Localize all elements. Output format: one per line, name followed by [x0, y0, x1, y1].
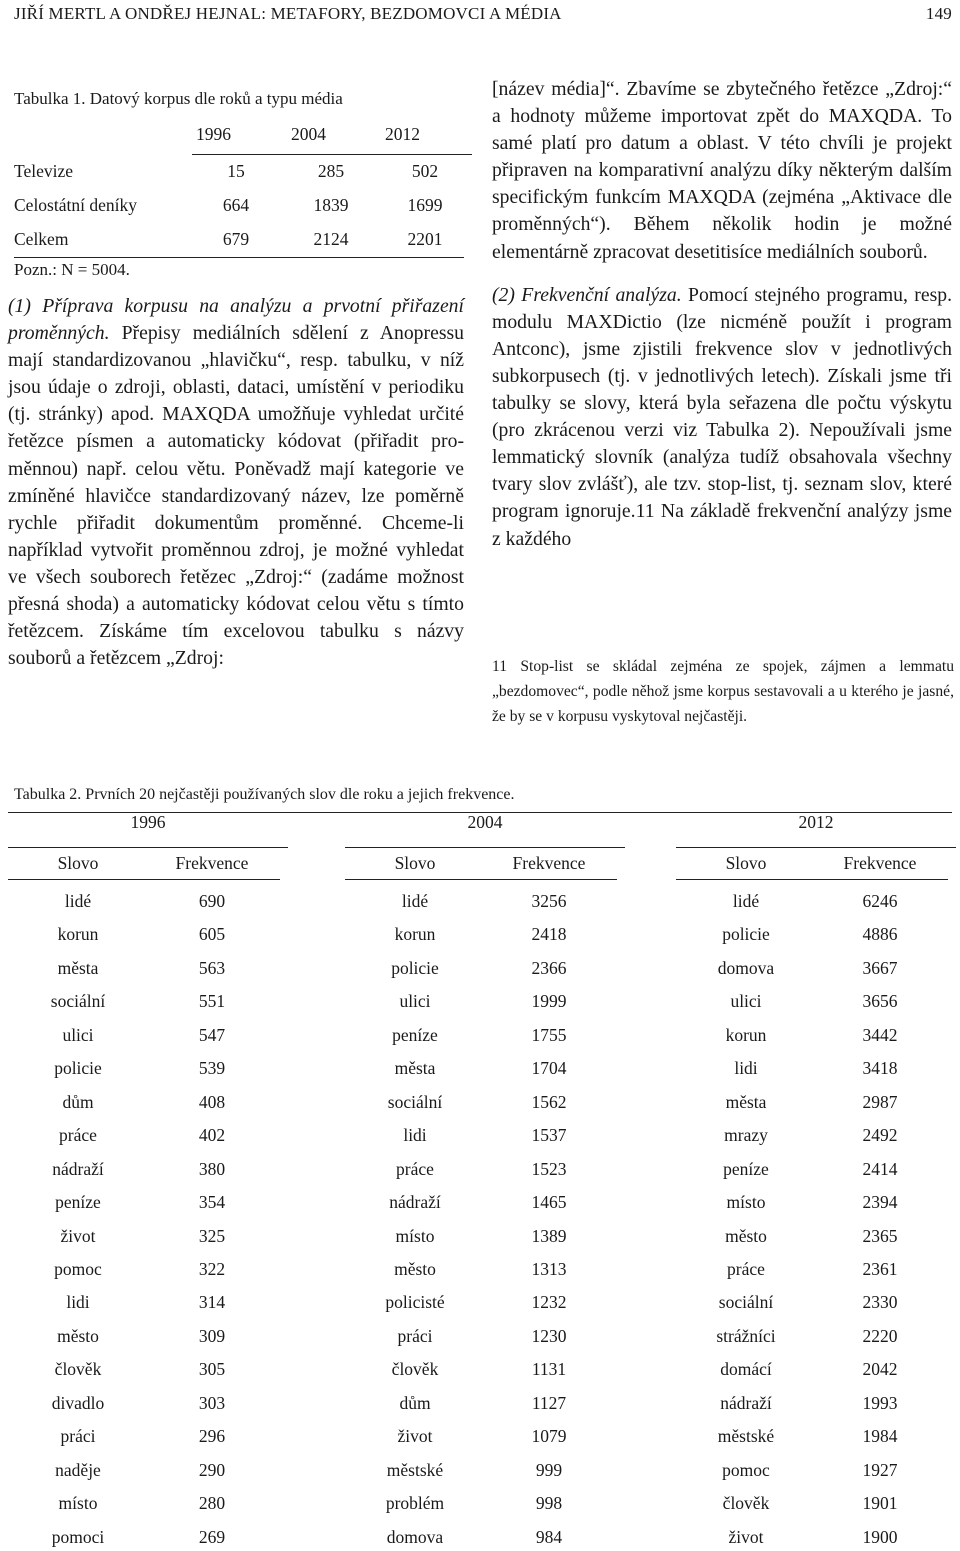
table1-cell: 502: [411, 161, 439, 181]
table2-frequency: 605: [198, 924, 226, 945]
table1-header: [192, 122, 472, 155]
table2-word: město: [394, 1258, 436, 1279]
table2-frequency: 2220: [862, 1325, 898, 1346]
table2-word: práci: [60, 1426, 96, 1447]
running-head-title: JIŘÍ MERTL A ONDŘEJ HEJNAL: METAFORY, BEZDOMOVCI A MÉDIA: [14, 4, 562, 23]
table2-word: místo: [726, 1192, 766, 1213]
table2-word: domova: [717, 957, 775, 978]
table2-word: dům: [62, 1091, 94, 1112]
paragraph-heading: (1) Příprava korpusu na analýzu a prvotní přiřazení proměnných.: [8, 295, 464, 345]
table2-frequency: 2394: [862, 1192, 898, 1213]
table2-word: život: [60, 1225, 96, 1246]
table2-frequency: 380: [198, 1158, 226, 1179]
table1-cell: 2124: [313, 229, 349, 249]
table2-word: policie: [391, 957, 439, 978]
table2-word: městské: [386, 1459, 444, 1480]
table2-year: 2012: [798, 812, 834, 832]
table2-year: 2004: [467, 812, 503, 832]
table2-frequency: 1562: [531, 1091, 567, 1112]
table2-word: městské: [717, 1426, 775, 1447]
table2-word: ulici: [730, 991, 762, 1012]
table1-row-label: Celostátní deníky: [14, 195, 137, 215]
table2-frequency: 1389: [531, 1225, 567, 1246]
table2-word: mrazy: [724, 1125, 768, 1146]
table2-frequency: 1901: [862, 1493, 898, 1514]
table2-col-word: Slovo: [57, 853, 99, 873]
table2-word: nádraží: [389, 1192, 441, 1213]
table2-word: lidé: [732, 891, 760, 911]
table2-frequency: 690: [198, 891, 226, 911]
table2-frequency: 2366: [531, 957, 567, 978]
table2-frequency: 2418: [531, 924, 567, 945]
footnote: [492, 655, 954, 729]
table1-row: [14, 223, 464, 258]
table2-frequency: 547: [198, 1024, 226, 1045]
table2-word: naděje: [55, 1459, 101, 1480]
table2-col-word: Slovo: [725, 853, 767, 873]
table2-word: život: [397, 1426, 433, 1447]
table2-word: člověk: [391, 1359, 439, 1380]
table2-frequency: 984: [535, 1526, 563, 1547]
table2-frequency: 325: [198, 1225, 226, 1246]
table2-frequency: 309: [198, 1325, 226, 1346]
table2-word: lidé: [64, 891, 92, 911]
table2-caption: Tabulka 2. Prvních 20 nejčastěji používaných slov dle roku a jejich frekvence.: [14, 786, 515, 803]
table2-word: nádraží: [720, 1392, 772, 1413]
page-number: 149: [925, 4, 952, 23]
paragraph-text: Pomocí stejného programu, resp. modulu MAXDictio (lze nicméně použít i program Antconc), jsme zjistili frekvence slov v jednotlivých subkorpusech (tj. v jednotlivých letech). Získali jsme tři tabulky se slovy, která byla seřazena dle počtu výskytu (pro zkrácenou verzi viz Tabulka 2). Nepoužívali jsme lemmatický slovník (analýza tudíž obsahovala všechny tvary slov zvlášť), ale tzv. stop-list, tj. seznam slov, které program ignoruje.11 Na základě frekvenční analýzy jsme z každého: [492, 283, 952, 550]
table1-cell: 679: [222, 229, 250, 249]
table2-word: dům: [399, 1392, 431, 1413]
table2-frequency: 1131: [531, 1359, 567, 1380]
paragraph-text: Přepisy mediálních sdělení z Anopressu mají standardizovanou „hlavičku“, resp. tabulku, v níž jsou údaje o zdroji, oblasti, dataci, umístění v periodiku (tj. stránky) apod. MAXQDA umožňuje vyhledat určité řetězce písmen a automaticky kódovat (přiřadit proměnnou) např. celou větu. Poněvadž mají kategorie ve zmíněné hlavičce standardizovaný název, lze poměrně rychle přiřadit dokumentům proměnné. Chceme-li například vytvořit proměnnou zdroj, je možné vyhledat ve všech souborech řetězec „Zdroj:“ (zadáme možnost přesná shoda) a automaticky kódovat celou větu s tímto řetězcem. Získáme tím excelovou tabulku s názvy souborů a řetězcem „Zdroj:: [8, 322, 464, 670]
table2-col-frequency: Frekvence: [175, 853, 249, 873]
table1-cell: 1839: [313, 195, 349, 215]
table2-word: města: [725, 1091, 767, 1112]
table2-word: sociální: [387, 1091, 443, 1112]
table2-frequency: 402: [198, 1125, 226, 1146]
table2-word: pomoc: [722, 1459, 770, 1480]
table2-frequency: 551: [198, 991, 226, 1012]
table2-word: divadlo: [51, 1392, 105, 1413]
table2-word: sociální: [718, 1292, 774, 1313]
table2-frequency: 4886: [862, 924, 898, 945]
table2-word: lidi: [66, 1292, 90, 1313]
table2-frequency: 1127: [531, 1392, 567, 1413]
right-text-column: [492, 76, 952, 553]
table2-col-frequency: Frekvence: [843, 853, 917, 873]
table2-col-word: Slovo: [394, 853, 436, 873]
table2-frequency: 305: [198, 1359, 226, 1380]
table1-row-label: Celkem: [14, 229, 69, 249]
table2-word: ulici: [62, 1024, 94, 1045]
table2-header-rule: [8, 879, 280, 880]
table2-word: práci: [397, 1325, 433, 1346]
table2-frequency: 280: [198, 1493, 226, 1514]
table2-frequency: 1523: [531, 1158, 567, 1179]
table2-frequency: 563: [198, 957, 226, 978]
table1-note: Pozn.: N = 5004.: [14, 260, 130, 279]
table2-frequency: 1079: [531, 1426, 567, 1447]
table2-frequency: 3442: [862, 1024, 898, 1045]
table2-frequency: 1313: [531, 1258, 567, 1279]
table1-year: 2004: [291, 124, 326, 144]
table2-word: domácí: [720, 1359, 772, 1380]
table2-frequency: 6246: [862, 891, 898, 911]
table2-frequency: 1984: [862, 1426, 898, 1447]
paragraph: [název média]“. Zbavíme se zbytečného řetězce „Zdroj:“ a hodnoty můžeme importovat zpět do MAXQDA. To samé platí pro datum a oblast. V této chvíli je projekt připraven na komparativní analýzu díky některým dalším specifickým funkcím MAXQDA (zejména „Aktivace dle proměnných“). Během několik hodin je možné elementárně zpracovat desetitisíce mediálních souborů.: [492, 78, 952, 263]
table2-word: život: [728, 1526, 764, 1547]
table2-frequency: 1927: [862, 1459, 898, 1480]
table2-word: korun: [725, 1024, 767, 1045]
table2-header-rule: [676, 879, 948, 880]
table2-frequency: 2492: [862, 1125, 898, 1146]
table2-word: korun: [57, 924, 99, 945]
table2-frequency: 314: [198, 1292, 226, 1313]
table2-word: místo: [58, 1493, 98, 1514]
table2-word: policie: [54, 1058, 102, 1079]
table2-word: pomoci: [51, 1526, 105, 1547]
table2-word: nádraží: [52, 1158, 104, 1179]
table2-header-rule: [345, 879, 617, 880]
table2-frequency: 296: [198, 1426, 226, 1447]
table2-frequency: 2414: [862, 1158, 898, 1179]
table2-word: sociální: [50, 991, 106, 1012]
table2-year: 1996: [130, 812, 166, 832]
table1-row-label: Televize: [14, 161, 74, 181]
table2-frequency: 1999: [531, 991, 567, 1012]
table1-year: 1996: [196, 124, 231, 144]
table2-frequency: 2987: [862, 1091, 898, 1112]
table2-frequency: 999: [535, 1459, 563, 1480]
table2-word: domova: [386, 1526, 444, 1547]
table2-frequency: 269: [198, 1526, 226, 1547]
table2-frequency: 1465: [531, 1192, 567, 1213]
table2-frequency: 303: [198, 1392, 226, 1413]
table2-word: peníze: [392, 1024, 438, 1045]
table2-word: města: [394, 1058, 436, 1079]
table2-frequency: 1755: [531, 1024, 567, 1045]
table2-frequency: 1232: [531, 1292, 567, 1313]
table2-frequency: 539: [198, 1058, 226, 1079]
table2-frequency: 2042: [862, 1359, 898, 1380]
table2-word: člověk: [54, 1359, 102, 1380]
footnote-text: 11 Stop-list se skládal zejména ze spojek, zájmen a lemmatu „bezdomovec“, podle něhož jsme korpus sestavovali a u kterého je jasné, že by se v korpusu vyskytoval nejčastěji.: [492, 658, 954, 725]
table1-cell: 664: [222, 195, 250, 215]
paragraph: [492, 282, 952, 553]
table2-word: místo: [395, 1225, 435, 1246]
table2-frequency: 3656: [862, 991, 898, 1012]
table2-frequency: 998: [535, 1493, 563, 1514]
table1-cell: 15: [227, 161, 245, 181]
table1-row: [14, 189, 464, 223]
table2-word: práce: [59, 1125, 97, 1146]
table2-word: policie: [722, 924, 770, 945]
table2-frequency: 1900: [862, 1526, 898, 1547]
table2-word: lidé: [401, 891, 429, 911]
table2-word: policisté: [385, 1292, 445, 1313]
left-text-column: [8, 293, 464, 672]
table1: [14, 122, 464, 258]
table2-word: práce: [727, 1258, 765, 1279]
paragraph: [8, 293, 464, 672]
table2-word: město: [725, 1225, 767, 1246]
table1-cell: 285: [317, 161, 345, 181]
table2-word: města: [57, 957, 99, 978]
table2-word: člověk: [722, 1493, 770, 1514]
table1-cell: 1699: [407, 195, 443, 215]
table2-frequency: 3667: [862, 957, 898, 978]
table2-year-rule: [8, 847, 288, 848]
table2-frequency: 3418: [862, 1058, 898, 1079]
table2-word: práce: [396, 1158, 434, 1179]
table1-cell: 2201: [407, 229, 443, 249]
running-head: [14, 2, 954, 28]
table2-frequency: 322: [198, 1258, 226, 1279]
table2-word: peníze: [723, 1158, 769, 1179]
paragraph-heading: (2) Frekvenční analýza.: [492, 283, 682, 306]
table2-word: ulici: [399, 991, 431, 1012]
table2-frequency: 1993: [862, 1392, 898, 1413]
table2-frequency: 408: [198, 1091, 226, 1112]
table2-word: peníze: [55, 1192, 101, 1213]
table2-word: lidi: [734, 1058, 758, 1079]
table1-caption: Tabulka 1. Datový korpus dle roků a typu média: [14, 89, 343, 108]
table2-frequency: 1704: [531, 1058, 567, 1079]
table2-word: korun: [394, 924, 436, 945]
table2-col-frequency: Frekvence: [512, 853, 586, 873]
table1-row: [14, 155, 464, 189]
table2-frequency: 1537: [531, 1125, 567, 1146]
table2-word: strážníci: [716, 1325, 776, 1346]
table2-year-rule: [345, 847, 625, 848]
table2-word: město: [57, 1325, 99, 1346]
table2-word: problém: [385, 1493, 445, 1514]
table2-word: lidi: [403, 1125, 427, 1146]
table2-year-rule: [676, 847, 956, 848]
table2-frequency: 290: [198, 1459, 226, 1480]
table2-word: pomoc: [54, 1258, 102, 1279]
table2-frequency: 2365: [862, 1225, 898, 1246]
table2-frequency: 2330: [862, 1292, 898, 1313]
table2-frequency: 354: [198, 1192, 226, 1213]
table2-frequency: 1230: [531, 1325, 567, 1346]
table2-frequency: 2361: [862, 1258, 898, 1279]
table2-frequency: 3256: [531, 891, 567, 911]
table1-year: 2012: [385, 124, 420, 144]
